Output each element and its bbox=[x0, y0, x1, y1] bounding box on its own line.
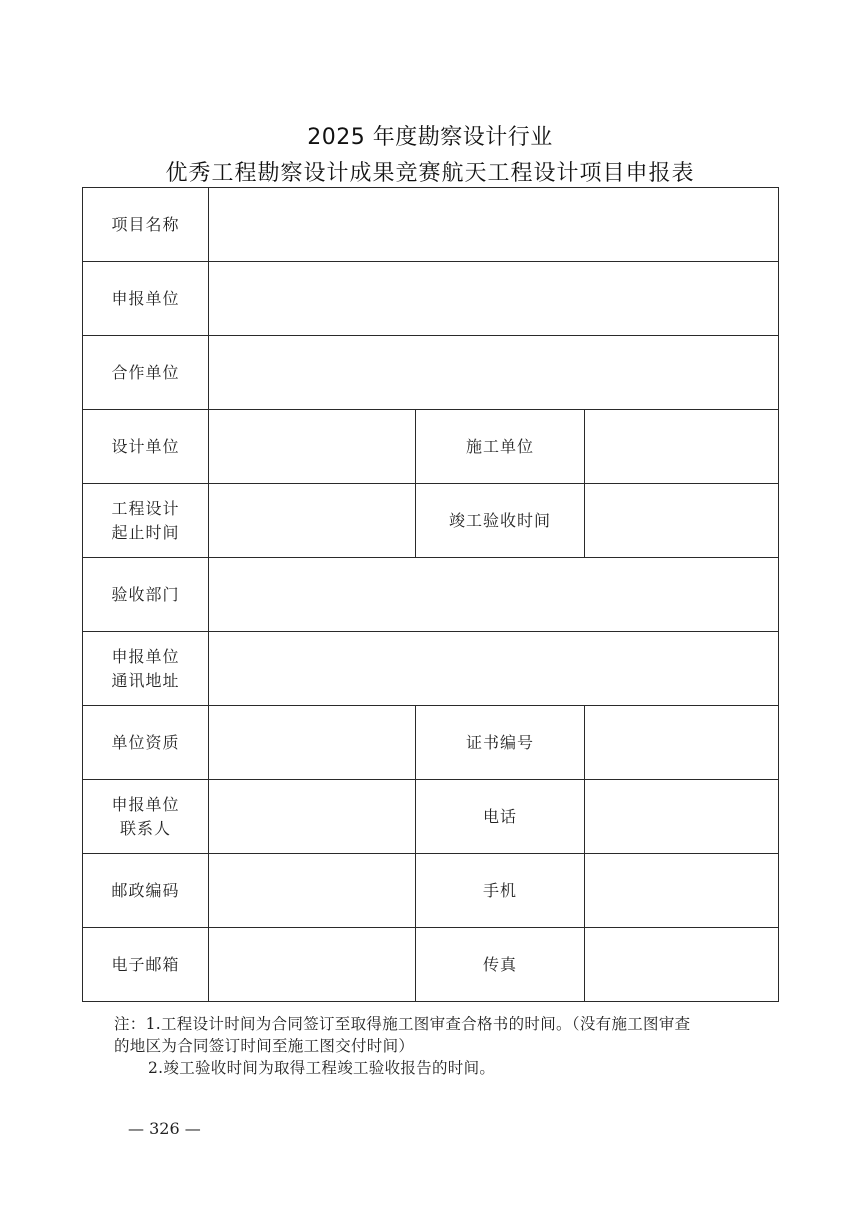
email-field[interactable] bbox=[209, 928, 416, 1002]
project-name-label: 项目名称 bbox=[111, 214, 180, 234]
address-label: 申报单位 通讯地址 bbox=[111, 646, 180, 690]
qualification-field[interactable] bbox=[209, 706, 416, 780]
label-cell bbox=[83, 558, 209, 632]
postcode-label: 邮政编码 bbox=[111, 880, 180, 900]
table-row bbox=[83, 854, 779, 928]
label-cell bbox=[83, 188, 209, 262]
acceptance-dept-label: 验收部门 bbox=[111, 584, 180, 604]
email-label: 电子邮箱 bbox=[111, 954, 180, 974]
applicant-unit-field[interactable] bbox=[209, 262, 779, 336]
applicant-unit-label: 申报单位 bbox=[111, 288, 180, 308]
contact-label: 申报单位 联系人 bbox=[111, 794, 180, 838]
certificate-no-field[interactable] bbox=[585, 706, 779, 780]
label-cell bbox=[416, 854, 585, 928]
design-period-field[interactable] bbox=[209, 484, 416, 558]
mobile-field[interactable] bbox=[585, 854, 779, 928]
label-cell bbox=[83, 484, 209, 558]
construction-unit-field[interactable] bbox=[585, 410, 779, 484]
fax-field[interactable] bbox=[585, 928, 779, 1002]
partner-unit-label: 合作单位 bbox=[111, 362, 180, 382]
label-cell bbox=[83, 854, 209, 928]
phone-label: 电话 bbox=[482, 806, 517, 826]
fax-label: 传真 bbox=[482, 954, 517, 974]
acceptance-dept-field[interactable] bbox=[209, 558, 779, 632]
postcode-field[interactable] bbox=[209, 854, 416, 928]
note-1-line-1: 注：1.工程设计时间为合同签订至取得施工图审查合格书的时间。（没有施工图审查 bbox=[114, 1015, 691, 1033]
table-row bbox=[83, 262, 779, 336]
label-cell bbox=[83, 780, 209, 854]
note-1-line-2: 的地区为合同签订时间至施工图交付时间） bbox=[114, 1037, 415, 1055]
design-unit-field[interactable] bbox=[209, 410, 416, 484]
partner-unit-field[interactable] bbox=[209, 336, 779, 410]
design-period-label: 工程设计 起止时间 bbox=[111, 498, 180, 542]
note-2: 2.竣工验收时间为取得工程竣工验收报告的时间。 bbox=[148, 1059, 496, 1077]
table-row bbox=[83, 336, 779, 410]
mobile-label: 手机 bbox=[482, 880, 517, 900]
form-title-line2: 优秀工程勘察设计成果竞赛航天工程设计项目申报表 bbox=[165, 161, 695, 186]
contact-field[interactable] bbox=[209, 780, 416, 854]
table-row bbox=[83, 928, 779, 1002]
table-row bbox=[83, 780, 779, 854]
label-cell bbox=[83, 336, 209, 410]
table-row bbox=[83, 558, 779, 632]
label-cell bbox=[83, 928, 209, 1002]
certificate-no-label: 证书编号 bbox=[465, 732, 534, 752]
table-row bbox=[83, 484, 779, 558]
label-cell bbox=[83, 706, 209, 780]
phone-field[interactable] bbox=[585, 780, 779, 854]
project-name-field[interactable] bbox=[209, 188, 779, 262]
table-row bbox=[83, 188, 779, 262]
label-cell bbox=[83, 410, 209, 484]
address-field[interactable] bbox=[209, 632, 779, 706]
table-row bbox=[83, 706, 779, 780]
label-cell bbox=[83, 632, 209, 706]
label-cell bbox=[416, 706, 585, 780]
completion-time-field[interactable] bbox=[585, 484, 779, 558]
label-cell bbox=[83, 262, 209, 336]
form-title-line1: 2025 年度勘察设计行业 bbox=[307, 125, 553, 150]
label-cell bbox=[416, 410, 585, 484]
design-unit-label: 设计单位 bbox=[111, 436, 180, 456]
label-cell bbox=[416, 928, 585, 1002]
label-cell bbox=[416, 780, 585, 854]
application-form-table bbox=[82, 187, 779, 1002]
qualification-label: 单位资质 bbox=[111, 732, 180, 752]
construction-unit-label: 施工单位 bbox=[465, 436, 534, 456]
table-row bbox=[83, 632, 779, 706]
page-number: — 326 — bbox=[128, 1119, 201, 1138]
label-cell bbox=[416, 484, 585, 558]
table-row bbox=[83, 410, 779, 484]
completion-time-label: 竣工验收时间 bbox=[448, 510, 551, 530]
